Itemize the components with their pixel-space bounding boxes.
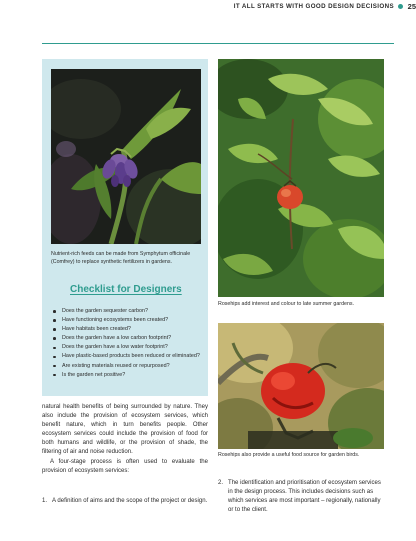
checklist-item: Does the garden have a low carbon footprint? — [52, 334, 204, 343]
rosehip-caption-bottom: Rosehips also provide a useful food source for garden birds. — [218, 452, 360, 458]
rosehip-photo-bottom — [218, 323, 384, 449]
checklist-item: Is the garden net positive? — [52, 371, 204, 380]
checklist — [52, 307, 204, 380]
checklist-title: Checklist for Designers — [70, 284, 182, 295]
checklist-item: Have plastic-based products been reduced or eliminated? — [52, 352, 204, 361]
rosehip-caption-top: Rosehips add interest and colour to late summer gardens. — [218, 301, 355, 307]
page-number: 25 — [407, 2, 416, 11]
numbered-item-text: A definition of aims and the scope of the project or design. — [52, 498, 208, 504]
comfrey-caption: Nutrient-rich feeds can be made from Symphytum officinale (Comfrey) to replace synthetic fertilizers in gardens. — [51, 251, 191, 265]
body-column-left — [42, 403, 208, 476]
numbered-item-number: 2. — [218, 480, 224, 486]
numbered-item-text: The identification and prioritisation of ecosystem services in the design process. This includes decisions such as which services are most important – regionally, nationally or to the client. — [228, 480, 381, 514]
checklist-item: Are existing materials reused or repurposed? — [52, 362, 204, 371]
numbered-item-number: 1. — [42, 498, 48, 504]
checklist-item: Does the garden sequester carbon? — [52, 307, 204, 316]
rosehip-photo-top — [218, 59, 384, 297]
numbered-item-2 — [218, 479, 384, 519]
checklist-item: Have habitats been created? — [52, 325, 204, 334]
comfrey-photo — [51, 69, 201, 244]
numbered-item-1 — [42, 497, 208, 517]
checklist-item: Does the garden have a low water footprint? — [52, 343, 204, 352]
body-paragraph: A four-stage process is often used to evaluate the provision of ecosystem services: — [42, 458, 208, 474]
header-bullet-icon — [398, 4, 403, 9]
body-paragraph: natural health benefits of being surrounded by nature. They also include the provision of ecosystem services, which benefit nature, which in turn benefits people. Other ecosystem services could include the provision of food for both humans and wildlife, or the provision of shade, the filtering of air and noise reduction. — [42, 404, 208, 456]
running-header-title: IT ALL STARTS WITH GOOD DESIGN DECISIONS — [233, 3, 394, 10]
checklist-item: Have functioning ecosystems been created? — [52, 316, 204, 325]
running-header — [42, 27, 394, 44]
